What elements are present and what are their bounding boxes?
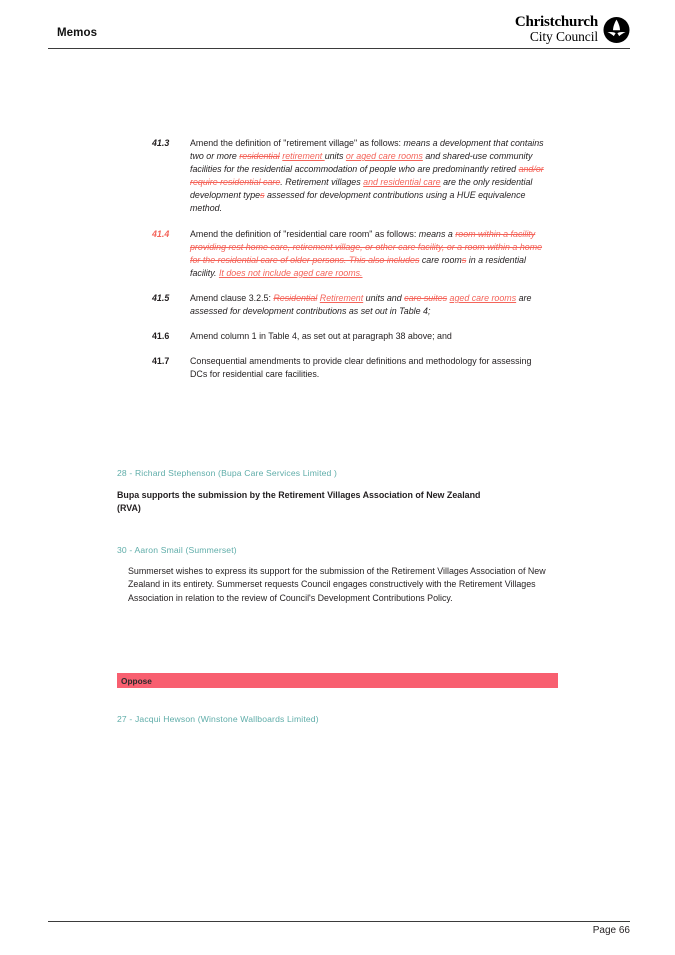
council-logo — [515, 15, 630, 44]
submission-heading-30: 30 - Aaron Smail (Summerset) — [117, 545, 237, 555]
clause-text-run: are assessed for development contributions as set out in Table 4; — [190, 292, 532, 317]
council-logo-line2: City Council — [529, 29, 598, 45]
clause-text-run: Amend the definition of "retirement village" as follows: — [190, 138, 404, 148]
deleted-text: room within a facility providing rest home care, retirement village, or other care facility, or a room within a home for the residential care of older persons. This also includes — [190, 228, 543, 265]
submission-body-30: Summerset wishes to express its support for the submission of the Retirement Villages Association of New Zealand in its entirety. Summerset requests Council engages constructively with the Retirement Villages Association in relation to the review of Council's Development Contributions Policy. — [128, 566, 546, 603]
clause-number: 41.6 — [152, 331, 170, 342]
page-header — [48, 14, 630, 48]
clause-number: 41.3 — [152, 138, 170, 148]
clause-text-run: and shared-use community facilities for the residential accommodation of people who are predominantly retired — [190, 151, 533, 175]
clause-text-run: care room — [419, 254, 462, 265]
clause-text-run: units and — [363, 292, 405, 303]
submission-heading-27: 27 - Jacqui Hewson (Winstone Wallboards Limited) — [117, 714, 319, 724]
deleted-text: s — [461, 254, 467, 265]
deleted-text: care suites — [404, 292, 448, 303]
inserted-text: aged care rooms — [449, 292, 517, 303]
clause-text-run: Amend clause 3.2.5: — [190, 292, 274, 303]
inserted-text: and residential care — [363, 177, 441, 188]
footer-divider — [48, 921, 630, 922]
page-number: Page 66 — [592, 925, 630, 936]
clause-text — [190, 330, 544, 343]
clause-item — [152, 330, 544, 343]
page-title: Memos — [57, 27, 98, 39]
deleted-text: and/or require residential care — [190, 164, 544, 188]
clause-number: 41.4 — [152, 228, 170, 239]
inserted-text: Retirement — [319, 292, 364, 303]
clause-text — [190, 137, 544, 216]
deleted-text: Residential — [273, 292, 318, 303]
deleted-text: residential — [239, 151, 280, 162]
oppose-banner-label: Oppose — [121, 675, 152, 686]
clause-text — [190, 355, 544, 381]
clause-text-run: . Retirement villages — [280, 177, 364, 188]
clause-text — [190, 292, 544, 318]
header-divider — [48, 48, 630, 49]
clause-list — [152, 137, 544, 393]
clause-text-run: means a development that contains two or more — [190, 138, 544, 162]
clause-number: 41.5 — [152, 292, 170, 303]
clause-number: 41.7 — [152, 356, 170, 367]
inserted-text: retirement — [282, 151, 325, 162]
council-logo-text — [515, 15, 598, 44]
clause-text-run: are the only residential development type — [190, 177, 533, 201]
clause-item — [152, 228, 544, 280]
clause-text-run: Consequential amendments to provide clear definitions and methodology for assessing DCs for residential care facilities. — [190, 356, 532, 380]
clause-text-run: means a — [418, 228, 456, 239]
clause-text-run: assessed for development contributions using a HUE equivalence method. — [190, 190, 526, 214]
clause-text-run: Amend column 1 in Table 4, as set out at paragraph 38 above; and — [190, 331, 452, 342]
inserted-text: It does not include aged care rooms. — [218, 267, 363, 278]
council-emblem-icon — [603, 16, 630, 44]
clause-text-run: units — [324, 151, 346, 162]
submission-body-28: Bupa supports the submission by the Retirement Villages Association of New Zealand (RVA) — [117, 490, 481, 514]
clause-item — [152, 355, 544, 381]
council-logo-line1: Christchurch — [514, 14, 598, 30]
submission-heading-28: 28 - Richard Stephenson (Bupa Care Services Limited ) — [117, 468, 338, 478]
inserted-text: or aged care rooms — [345, 151, 423, 162]
clause-item — [152, 137, 544, 216]
clause-text — [190, 228, 544, 280]
deleted-text: s — [260, 190, 265, 201]
clause-text-run: Amend the definition of "residential care room" as follows: — [190, 228, 419, 239]
clause-item — [152, 292, 544, 318]
oppose-banner — [117, 673, 558, 688]
clause-text-run: in a residential facility. — [190, 254, 526, 278]
